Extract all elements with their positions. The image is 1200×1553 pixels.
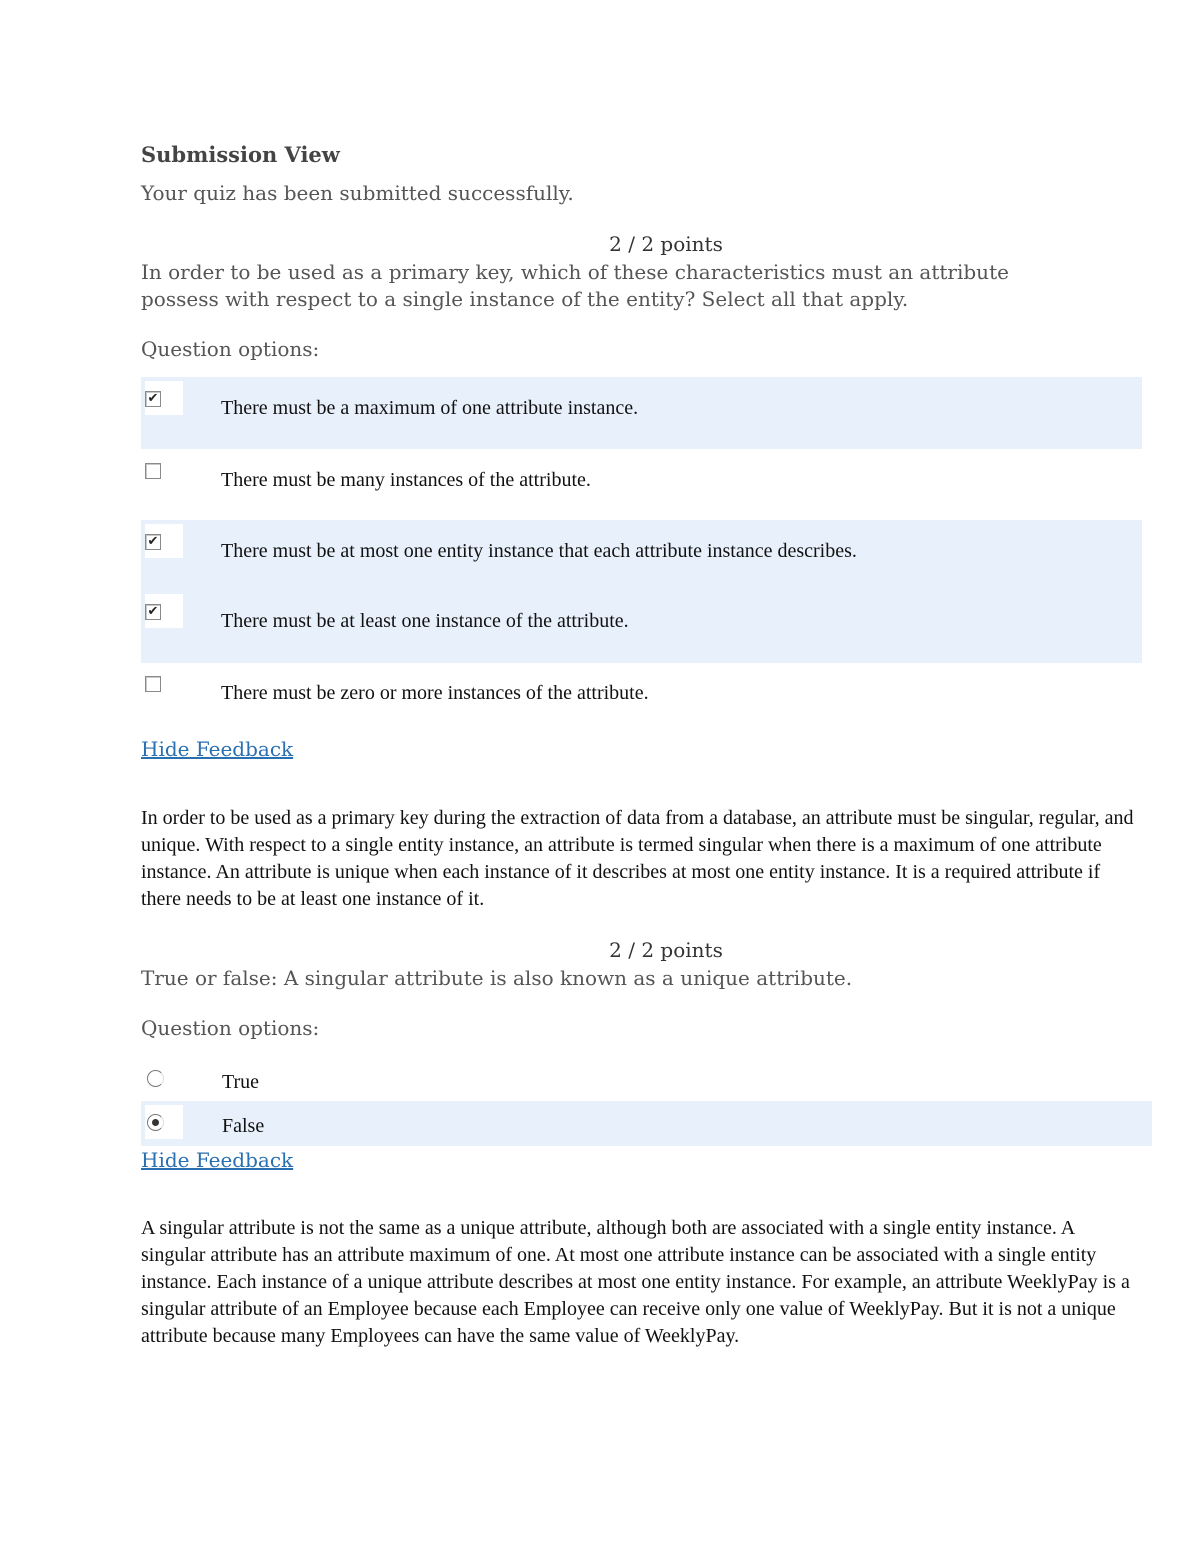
checkbox-unchecked[interactable]: [145, 463, 161, 479]
question-1-options-heading: Question options:: [141, 337, 320, 361]
option-row[interactable]: [141, 663, 1142, 735]
option-label: True: [222, 1071, 260, 1093]
option-label: There must be many instances of the attribute.: [221, 469, 591, 491]
option-row[interactable]: [141, 520, 1142, 591]
option-row-group: [141, 520, 1142, 663]
option-label: There must be zero or more instances of the attribute.: [221, 682, 649, 704]
page-title: Submission View: [141, 142, 340, 167]
option-row[interactable]: [141, 449, 1142, 520]
question-2-options: [141, 1057, 1152, 1146]
question-2-options-heading: Question options:: [141, 1016, 320, 1040]
option-label: False: [222, 1115, 265, 1137]
checkbox-unchecked[interactable]: [145, 676, 161, 692]
question-1-feedback: In order to be used as a primary key during the extraction of data from a database, an attribute must be singular, regular, and unique. With respect to a single entity instance, an attribute is termed singular when there is a maximum of one attribute instance. An attribute is unique when each instance of it describes at most one entity instance. It is a required attribute if there needs to be at least one instance of it.: [141, 807, 1134, 910]
option-row[interactable]: [141, 1057, 1152, 1101]
question-2-feedback: A singular attribute is not the same as a unique attribute, although both are associated with a single entity instance. A singular attribute has an attribute maximum of one. At most one attribute instance can be associated with a single entity instance. Each instance of a unique attribute describes at most one entity instance. For example, an attribute WeeklyPay is a singular attribute of an Employee because each Employee can receive only one value of WeeklyPay. But it is not a unique attribute because many Employees can have the same value of WeeklyPay.: [141, 1217, 1130, 1347]
question-2-points: 2 / 2 points: [609, 938, 723, 962]
radio-unselected[interactable]: [147, 1070, 164, 1087]
option-label: There must be at least one instance of the attribute.: [221, 610, 629, 632]
hide-feedback-link[interactable]: Hide Feedback: [141, 737, 294, 761]
question-2-prompt: True or false: A singular attribute is also known as a unique attribute.: [141, 966, 853, 990]
checkbox-checked[interactable]: ✔: [145, 534, 161, 550]
radio-selected[interactable]: [147, 1114, 164, 1131]
submission-status: Your quiz has been submitted successfully.: [141, 181, 574, 205]
option-label: There must be a maximum of one attribute instance.: [221, 397, 639, 419]
option-row[interactable]: [141, 591, 1142, 663]
checkbox-checked[interactable]: ✔: [145, 391, 161, 407]
question-1-prompt: In order to be used as a primary key, which of these characteristics must an attribute possess with respect to a single instance of the entity? Select all that apply.: [141, 260, 1009, 311]
checkbox-checked[interactable]: ✔: [145, 604, 161, 620]
question-1-options: [141, 377, 1142, 735]
option-label: There must be at most one entity instance that each attribute instance describes.: [221, 540, 857, 562]
option-row[interactable]: [141, 377, 1142, 449]
question-1-points: 2 / 2 points: [609, 232, 723, 256]
option-row[interactable]: [141, 1101, 1152, 1146]
hide-feedback-link[interactable]: Hide Feedback: [141, 1148, 294, 1172]
